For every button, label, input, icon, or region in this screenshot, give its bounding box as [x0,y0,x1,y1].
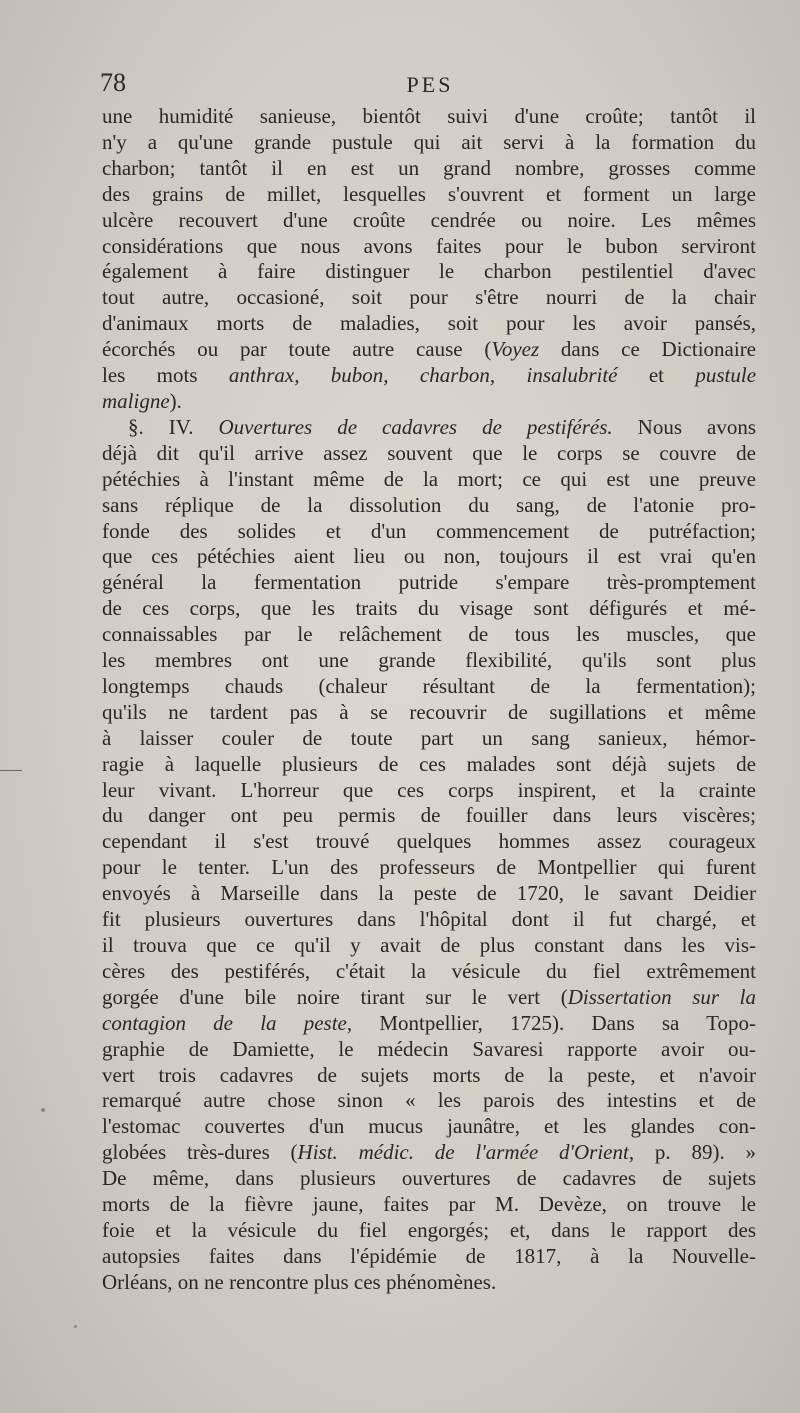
text-line: remarqué autre chose sinon « les parois des intestins et de [102,1088,756,1113]
paper-speck [74,1325,77,1328]
italic-run: contagion de la peste [102,1010,347,1035]
text-line: également à faire distinguer le charbon pestilentiel d'avec [102,259,756,284]
text-run: dans ce Dictionaire [539,337,757,362]
text-line: cependant il s'est trouvé quelques hommes assez courageux [102,829,756,854]
page-header [100,68,760,108]
section-heading-line [102,415,756,441]
section-number: §. IV. [128,414,219,439]
text-line [102,363,756,389]
text-line: fonde des solides et d'un commencement de putréfaction; [102,518,756,543]
text-line: considérations que nous avons faites pour le bubon serviront [102,233,756,258]
text-line: envoyés à Marseille dans la peste de 1720, le savant Deidier [102,881,756,906]
text-line: morts de la fièvre jaune, faites par M. Devèze, on trouve le [102,1192,756,1217]
text-run: et [617,363,696,388]
text-line: sans réplique de la dissolution du sang, de l'atonie pro- [102,492,756,517]
text-line: à laisser couler de toute part un sang sanieux, hémor- [102,725,756,750]
text-line: leur vivant. L'horreur que ces corps inspirent, et la crainte [102,777,756,802]
text-run: les mots [102,363,229,388]
text-line: pétéchies à l'instant même de la mort; ce qui est une preuve [102,466,756,491]
text-line [102,985,756,1011]
text-line: ragie à laquelle plusieurs de ces malades sont déjà sujets de [102,751,756,776]
italic-run: Dissertation sur la [567,984,756,1009]
text-line: Orléans, on ne rencontre plus ces phénomènes. [102,1269,497,1294]
italic-run: anthrax, bubon, charbon, insalubrité [228,363,618,388]
text-line [102,337,756,363]
text-line: que ces pétéchies aient lieu ou non, toujours il est vrai qu'en [102,544,756,569]
text-line: cères des pestiférés, c'était la vésicule du fiel extrêmement [102,958,756,983]
text-line: De même, dans plusieurs ouvertures de cadavres de sujets [102,1166,756,1191]
text-line: n'y a qu'une grande pustule qui ait servi à la formation du [102,129,756,154]
text-line: tout autre, occasioné, soit pour s'être nourri de la chair [102,285,756,310]
text-line: charbon; tantôt il en est un grand nombre, grosses comme [102,155,756,180]
text-line: graphie de Damiette, le médecin Savaresi rapporte avoir ou- [102,1036,756,1061]
text-line [102,1011,756,1037]
running-head: PES [406,72,454,97]
text-line: d'animaux morts de maladies, soit pour les avoir pansés, [102,311,756,336]
text-line: de ces corps, que les traits du visage sont défigurés et mé- [102,596,756,621]
page-number: 78 [100,68,126,97]
text-line: pour le tenter. L'un des professeurs de Montpellier qui furent [102,855,756,880]
text-run: , p. 89). » [628,1140,756,1165]
italic-run: pustule [695,363,757,388]
text-line: des grains de millet, lesquelles s'ouvrent et forment un large [102,181,756,206]
text-run: écorchés ou par toute autre cause ( [102,337,492,362]
text-run: Nous avons [612,414,756,439]
text-line: longtemps chauds (chaleur résultant de la fermentation); [102,673,756,698]
text-run: globées très-dures ( [102,1140,298,1165]
text-line: connaissables par le relâchement de tous les muscles, que [102,622,756,647]
text-line: du danger ont peu permis de fouiller dans leurs viscères; [102,803,756,828]
text-run: ). [169,388,182,413]
text-line: ulcère recouvert d'une croûte cendrée ou noire. Les mêmes [102,207,756,232]
text-line: foie et la vésicule du fiel engorgés; et, dans le rapport des [102,1217,756,1242]
body-text [102,104,756,1296]
text-line: général la fermentation putride s'empare très-promptement [102,570,756,595]
text-run: gorgée d'une bile noire tirant sur le vert ( [102,984,568,1009]
text-line: vert trois cadavres de sujets morts de la peste, et n'avoir [102,1062,756,1087]
text-line: fit plusieurs ouvertures dans l'hôpital dont il fut chargé, et [102,907,756,932]
text-run: , Montpellier, 1725). Dans sa Topo- [346,1010,756,1035]
text-line: une humidité sanieuse, bientôt suivi d'une croûte; tantôt il [102,104,756,128]
text-line: déjà dit qu'il arrive assez souvent que le corps se couvre de [102,440,756,465]
text-line: il trouva que ce qu'il y avait de plus constant dans les vis- [102,933,756,957]
text-line: les membres ont une grande flexibilité, qu'ils sont plus [102,648,756,673]
section-title: Ouvertures de cadavres de pestiférés. [218,414,613,439]
text-line [102,389,756,415]
italic-run: maligne [102,388,170,413]
text-line: autopsies faites dans l'épidémie de 1817, à la Nouvelle- [102,1243,756,1268]
italic-run: Voyez [491,337,540,362]
text-line: l'estomac couvertes d'un mucus jaunâtre, et les glandes con- [102,1114,756,1139]
margin-mark [0,770,22,771]
text-line [102,1140,756,1166]
text-line: qu'ils ne tardent pas à se recouvrir de sugillations et même [102,699,756,724]
italic-run: Hist. médic. de l'armée d'Orient [297,1140,629,1165]
paper-speck [41,1108,45,1112]
